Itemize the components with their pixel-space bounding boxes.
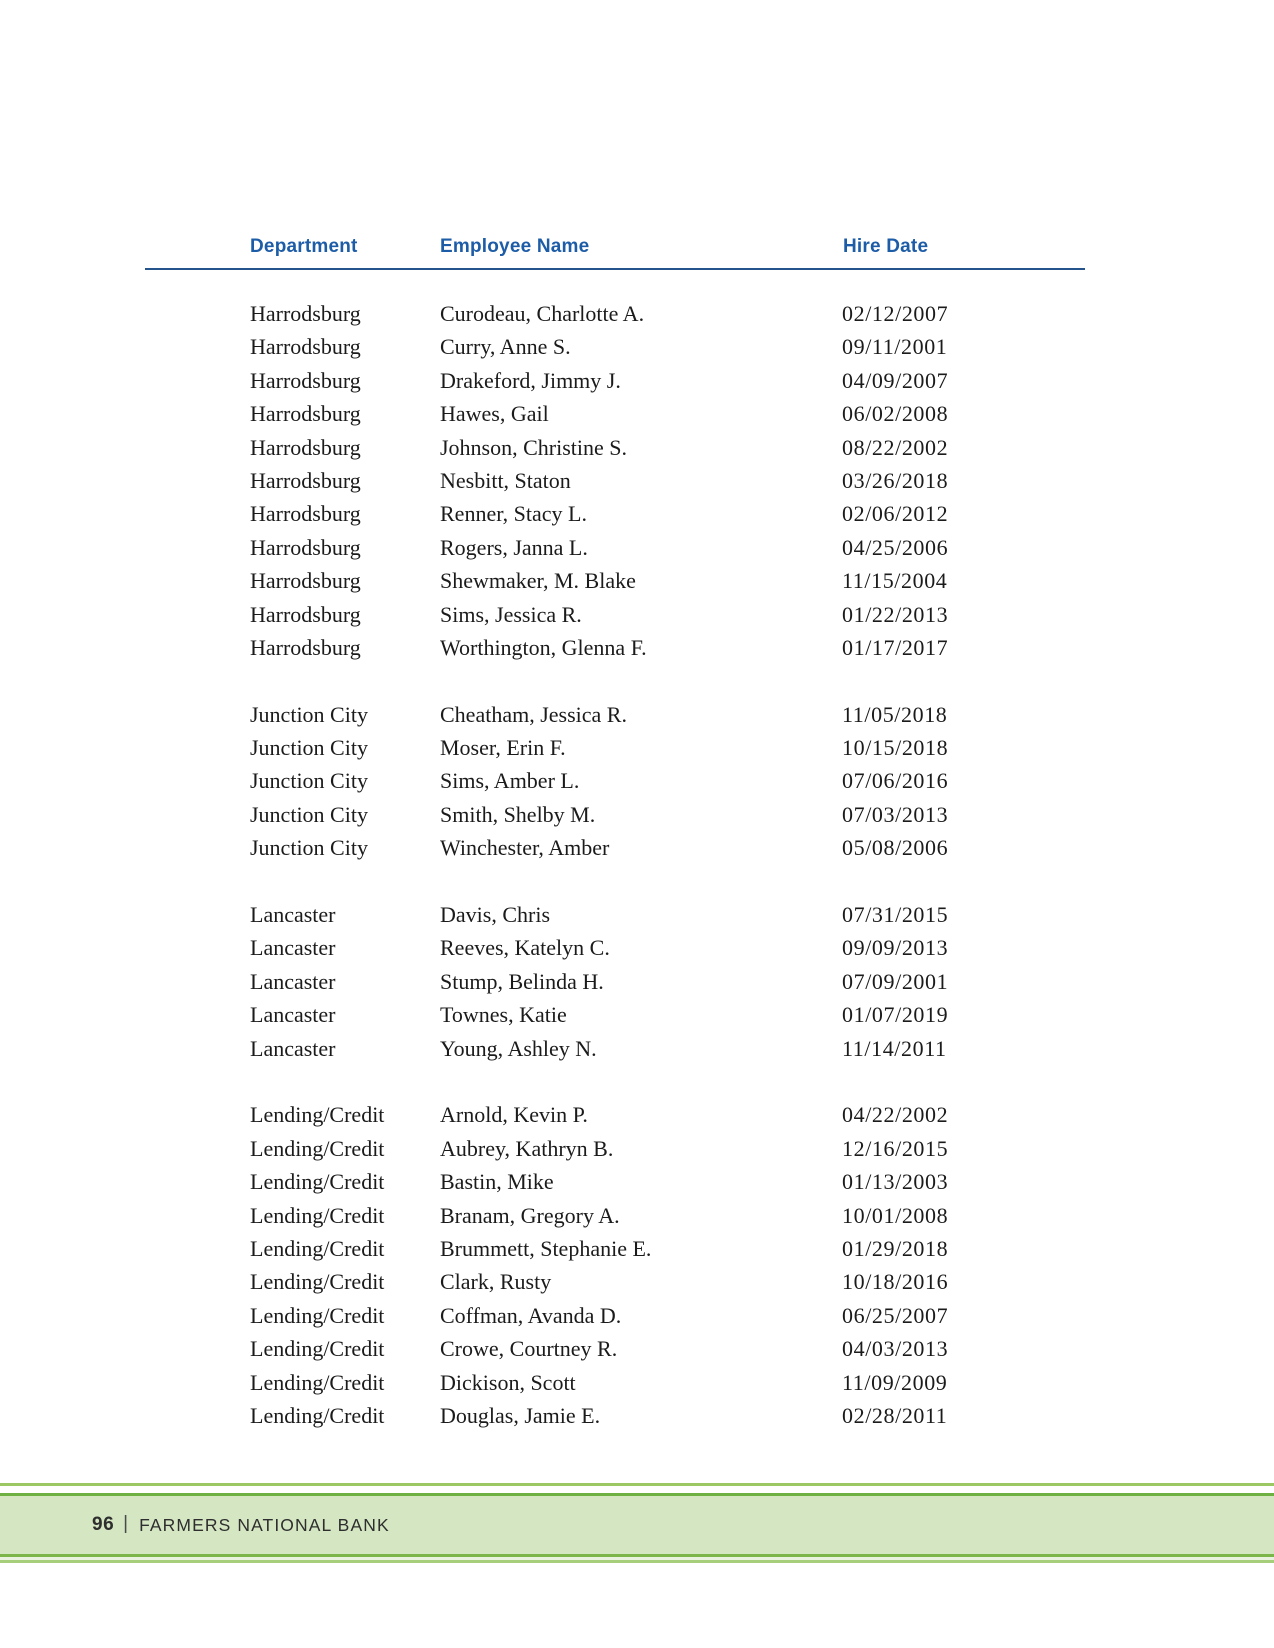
hire-date-cell: 01/29/2018 (842, 1235, 949, 1261)
employee-name-cell: Moser, Erin F. (440, 735, 566, 761)
employee-name-cell: Shewmaker, M. Blake (440, 568, 636, 594)
employee-name-cell: Crowe, Courtney R. (440, 1336, 618, 1362)
page-number: 96 (92, 1514, 115, 1535)
department-cell: Lending/Credit (250, 1302, 385, 1328)
employee-name-cell: Dickison, Scott (440, 1369, 576, 1395)
hire-date-cell: 11/14/2011 (842, 1035, 947, 1061)
table-row (0, 798, 1274, 831)
department-cell: Harrodsburg (250, 501, 361, 527)
employee-name-cell: Johnson, Christine S. (440, 434, 628, 460)
table-row (0, 831, 1274, 864)
employee-name-cell: Rogers, Janna L. (440, 534, 588, 560)
table-row (0, 1332, 1274, 1365)
table-row (0, 931, 1274, 964)
table-row (0, 364, 1274, 397)
employee-name-cell: Branam, Gregory A. (440, 1202, 620, 1228)
department-cell: Lancaster (250, 1035, 336, 1061)
table-row (0, 1299, 1274, 1332)
department-cell: Junction City (250, 801, 368, 827)
table-row (0, 698, 1274, 731)
hire-date-cell: 02/06/2012 (842, 501, 949, 527)
department-section (0, 297, 1274, 664)
employee-name-cell: Clark, Rusty (440, 1269, 552, 1295)
table-row (0, 330, 1274, 363)
hire-date-cell: 06/02/2008 (842, 401, 949, 427)
table-row (0, 898, 1274, 931)
hire-date-cell: 07/03/2013 (842, 801, 949, 827)
hire-date-cell: 04/22/2002 (842, 1102, 949, 1128)
table-row (0, 1265, 1274, 1298)
hire-date-cell: 11/05/2018 (842, 701, 948, 727)
table-row (0, 497, 1274, 530)
table-row (0, 564, 1274, 597)
column-header-hire-date: Hire Date (843, 236, 929, 257)
table-row (0, 1098, 1274, 1131)
employee-name-cell: Reeves, Katelyn C. (440, 935, 610, 961)
hire-date-cell: 10/01/2008 (842, 1202, 949, 1228)
employee-name-cell: Douglas, Jamie E. (440, 1402, 601, 1428)
hire-date-cell: 04/09/2007 (842, 367, 949, 393)
table-row (0, 965, 1274, 998)
department-cell: Harrodsburg (250, 434, 361, 460)
hire-date-cell: 02/12/2007 (842, 301, 949, 326)
table-row (0, 1366, 1274, 1399)
hire-date-cell: 12/16/2015 (842, 1135, 949, 1161)
department-cell: Harrodsburg (250, 367, 361, 393)
hire-date-cell: 02/28/2011 (842, 1402, 948, 1428)
employee-name-cell: Renner, Stacy L. (440, 501, 587, 527)
employee-name-cell: Aubrey, Kathryn B. (440, 1135, 614, 1161)
department-cell: Lending/Credit (250, 1269, 385, 1295)
table-row (0, 297, 1274, 330)
department-cell: Lending/Credit (250, 1202, 385, 1228)
employee-name-cell: Curodeau, Charlotte A. (440, 301, 645, 326)
employee-name-cell: Smith, Shelby M. (440, 801, 596, 827)
department-cell: Lancaster (250, 935, 336, 961)
table-row (0, 764, 1274, 797)
hire-date-cell: 01/17/2017 (842, 634, 949, 660)
table-row (0, 631, 1274, 664)
hire-date-cell: 09/09/2013 (842, 935, 949, 961)
hire-date-cell: 04/03/2013 (842, 1336, 949, 1362)
department-cell: Lending/Credit (250, 1169, 385, 1195)
department-cell: Harrodsburg (250, 534, 361, 560)
department-cell: Lancaster (250, 968, 336, 994)
department-cell: Lancaster (250, 902, 336, 928)
department-cell: Harrodsburg (250, 568, 361, 594)
department-cell: Harrodsburg (250, 334, 361, 360)
hire-date-cell: 10/15/2018 (842, 735, 949, 761)
employee-name-cell: Stump, Belinda H. (440, 968, 604, 994)
hire-date-cell: 01/07/2019 (842, 1002, 949, 1028)
hire-date-cell: 09/11/2001 (842, 334, 948, 360)
employee-name-cell: Hawes, Gail (440, 401, 549, 427)
footer-separator: | (123, 1513, 129, 1534)
department-cell: Harrodsburg (250, 401, 361, 427)
department-cell: Harrodsburg (250, 301, 361, 326)
department-cell: Junction City (250, 768, 368, 794)
department-cell: Harrodsburg (250, 601, 361, 627)
department-cell: Harrodsburg (250, 634, 361, 660)
employee-name-cell: Bastin, Mike (440, 1169, 554, 1195)
table-row (0, 1032, 1274, 1065)
hire-date-cell: 08/22/2002 (842, 434, 949, 460)
department-cell: Lending/Credit (250, 1135, 385, 1161)
employee-name-cell: Cheatham, Jessica R. (440, 701, 627, 727)
hire-date-cell: 06/25/2007 (842, 1302, 949, 1328)
hire-date-cell: 01/13/2003 (842, 1169, 949, 1195)
hire-date-cell: 05/08/2006 (842, 835, 949, 861)
hire-date-cell: 11/15/2004 (842, 568, 948, 594)
department-cell: Lending/Credit (250, 1102, 385, 1128)
employee-name-cell: Townes, Katie (440, 1002, 567, 1028)
department-cell: Junction City (250, 735, 368, 761)
column-header-employee-name: Employee Name (440, 236, 590, 257)
footer-stripe-gap (0, 1486, 1274, 1493)
table-row (0, 431, 1274, 464)
employee-name-cell: Arnold, Kevin P. (440, 1102, 588, 1128)
department-cell: Lending/Credit (250, 1336, 385, 1362)
table-row (0, 1232, 1274, 1265)
table-row (0, 598, 1274, 631)
department-section (0, 1098, 1274, 1432)
table-row (0, 731, 1274, 764)
header-rule (145, 268, 1085, 270)
footer-band (0, 1496, 1274, 1554)
column-header-department: Department (250, 236, 358, 257)
hire-date-cell: 07/31/2015 (842, 902, 949, 928)
employee-name-cell: Coffman, Avanda D. (440, 1302, 622, 1328)
hire-date-cell: 03/26/2018 (842, 467, 949, 493)
employee-name-cell: Drakeford, Jimmy J. (440, 367, 621, 393)
page-footer (0, 1483, 1274, 1563)
department-section (0, 898, 1274, 1065)
hire-date-cell: 07/09/2001 (842, 968, 949, 994)
employee-name-cell: Sims, Amber L. (440, 768, 580, 794)
brand-name: FARMERS NATIONAL BANK (139, 1514, 390, 1535)
table-row (0, 1165, 1274, 1198)
department-cell: Junction City (250, 701, 368, 727)
department-cell: Harrodsburg (250, 467, 361, 493)
table-row (0, 397, 1274, 430)
footer-stripe-bottom (0, 1560, 1274, 1563)
table-row (0, 531, 1274, 564)
employee-name-cell: Young, Ashley N. (440, 1035, 597, 1061)
table-row (0, 998, 1274, 1031)
employee-name-cell: Sims, Jessica R. (440, 601, 582, 627)
department-section (0, 698, 1274, 865)
employee-name-cell: Davis, Chris (440, 902, 550, 928)
table-header (0, 236, 1274, 262)
hire-date-cell: 01/22/2013 (842, 601, 949, 627)
employee-name-cell: Winchester, Amber (440, 835, 610, 861)
department-cell: Lancaster (250, 1002, 336, 1028)
employee-name-cell: Worthington, Glenna F. (440, 634, 647, 660)
table-row (0, 1399, 1274, 1432)
table-row (0, 464, 1274, 497)
employee-name-cell: Curry, Anne S. (440, 334, 571, 360)
department-cell: Lending/Credit (250, 1402, 385, 1428)
hire-date-cell: 10/18/2016 (842, 1269, 949, 1295)
employee-name-cell: Brummett, Stephanie E. (440, 1235, 652, 1261)
department-cell: Lending/Credit (250, 1369, 385, 1395)
department-cell: Lending/Credit (250, 1235, 385, 1261)
department-cell: Junction City (250, 835, 368, 861)
hire-date-cell: 07/06/2016 (842, 768, 949, 794)
table-row (0, 1132, 1274, 1165)
table-row (0, 1199, 1274, 1232)
hire-date-cell: 11/09/2009 (842, 1369, 948, 1395)
hire-date-cell: 04/25/2006 (842, 534, 949, 560)
employee-table-body (0, 297, 1274, 1432)
employee-name-cell: Nesbitt, Staton (440, 467, 571, 493)
